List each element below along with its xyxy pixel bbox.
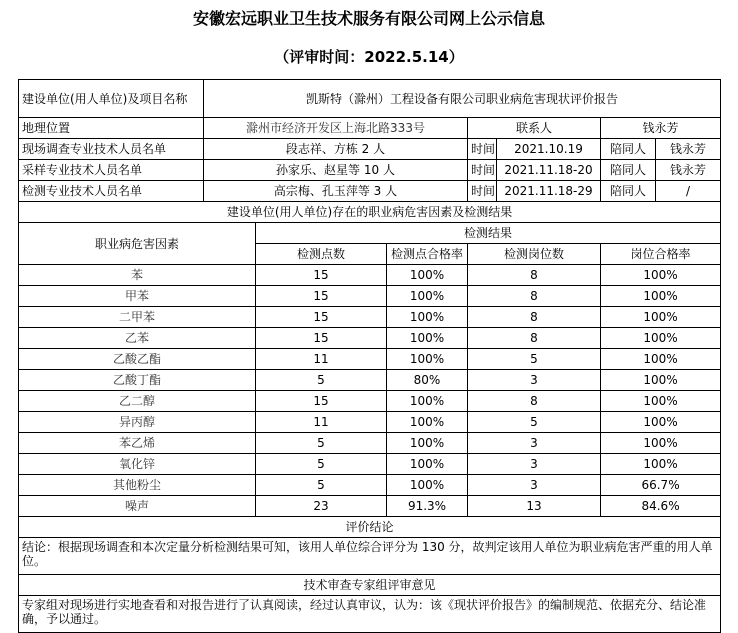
review-title: 技术审查专家组评审意见 — [19, 575, 721, 596]
point-rate-cell: 100% — [387, 286, 468, 307]
posts-cell: 5 — [468, 412, 601, 433]
points-cell: 15 — [256, 328, 387, 349]
posts-cell: 3 — [468, 475, 601, 496]
location-row — [19, 118, 721, 139]
conclusion-title: 评价结论 — [19, 517, 721, 538]
posts-cell: 8 — [468, 265, 601, 286]
table-row — [19, 328, 721, 349]
post-rate-cell: 100% — [601, 412, 721, 433]
testing-time: 2021.11.18-29 — [497, 181, 601, 202]
sampling-accompany: 钱永芳 — [656, 160, 721, 181]
sampling-row — [19, 160, 721, 181]
factor-cell: 其他粉尘 — [19, 475, 256, 496]
point-rate-cell: 100% — [387, 391, 468, 412]
points-cell: 11 — [256, 349, 387, 370]
factor-cell: 乙二醇 — [19, 391, 256, 412]
factor-cell: 乙苯 — [19, 328, 256, 349]
points-cell: 11 — [256, 412, 387, 433]
testing-accompany: / — [656, 181, 721, 202]
survey-accompany-label: 陪同人 — [601, 139, 656, 160]
unit-value: 凯斯特（滁州）工程设备有限公司职业病危害现状评价报告 — [204, 80, 721, 118]
hazard-header-row — [19, 223, 721, 244]
conclusion-title-row — [19, 517, 721, 538]
factor-cell: 噪声 — [19, 496, 256, 517]
points-cell: 5 — [256, 433, 387, 454]
point-rate-cell: 100% — [387, 454, 468, 475]
unit-label: 建设单位(用人单位)及项目名称 — [19, 80, 204, 118]
unit-row — [19, 80, 721, 118]
review-text: 专家组对现场进行实地查看和对报告进行了认真阅读，经过认真审议，认为：该《现状评价报告》的编制规范、依据充分、结论准确，予以通过。 — [19, 596, 721, 633]
post-rate-cell: 100% — [601, 307, 721, 328]
post-rate-cell: 100% — [601, 265, 721, 286]
table-row — [19, 475, 721, 496]
post-rate-cell: 100% — [601, 349, 721, 370]
survey-time: 2021.10.19 — [497, 139, 601, 160]
conclusion-row — [19, 538, 721, 575]
points-cell: 23 — [256, 496, 387, 517]
posts-cell: 3 — [468, 454, 601, 475]
point-rate-cell: 100% — [387, 475, 468, 496]
posts-cell: 8 — [468, 286, 601, 307]
posts-cell: 8 — [468, 307, 601, 328]
post-rate-cell: 100% — [601, 328, 721, 349]
posts-cell: 3 — [468, 433, 601, 454]
post-rate-cell: 100% — [601, 433, 721, 454]
location-label: 地理位置 — [19, 118, 204, 139]
factor-cell: 甲苯 — [19, 286, 256, 307]
survey-accompany: 钱永芳 — [656, 139, 721, 160]
col-post-rate: 岗位合格率 — [601, 244, 721, 265]
results-header: 检测结果 — [256, 223, 721, 244]
survey-row — [19, 139, 721, 160]
points-cell: 5 — [256, 454, 387, 475]
posts-cell: 8 — [468, 328, 601, 349]
hazard-section-title: 建设单位(用人单位)存在的职业病危害因素及检测结果 — [19, 202, 721, 223]
points-cell: 15 — [256, 286, 387, 307]
post-rate-cell: 100% — [601, 286, 721, 307]
point-rate-cell: 80% — [387, 370, 468, 391]
survey-staff: 段志祥、方栋 2 人 — [204, 139, 468, 160]
point-rate-cell: 91.3% — [387, 496, 468, 517]
post-rate-cell: 100% — [601, 370, 721, 391]
testing-label: 检测专业技术人员名单 — [19, 181, 204, 202]
hazard-section-row — [19, 202, 721, 223]
testing-row — [19, 181, 721, 202]
contact-label: 联系人 — [468, 118, 601, 139]
sampling-accompany-label: 陪同人 — [601, 160, 656, 181]
page-title: 安徽宏远职业卫生技术服务有限公司网上公示信息 — [192, 9, 545, 28]
factor-cell: 乙酸丁酯 — [19, 370, 256, 391]
conclusion-text: 结论：根据现场调查和本次定量分析检测结果可知，该用人单位综合评分为 130 分，故判定该用人单位为职业病危害严重的用人单位。 — [19, 538, 721, 575]
table-row — [19, 412, 721, 433]
point-rate-cell: 100% — [387, 265, 468, 286]
sampling-label: 采样专业技术人员名单 — [19, 160, 204, 181]
point-rate-cell: 100% — [387, 412, 468, 433]
post-rate-cell: 84.6% — [601, 496, 721, 517]
table-row — [19, 307, 721, 328]
survey-time-label: 时间 — [468, 139, 497, 160]
location-value: 滁州市经济开发区上海北路333号 — [204, 118, 468, 139]
post-rate-cell: 100% — [601, 454, 721, 475]
contact-value: 钱永芳 — [601, 118, 721, 139]
factor-cell: 氧化锌 — [19, 454, 256, 475]
table-row — [19, 265, 721, 286]
point-rate-cell: 100% — [387, 433, 468, 454]
col-points: 检测点数 — [256, 244, 387, 265]
posts-cell: 13 — [468, 496, 601, 517]
points-cell: 5 — [256, 370, 387, 391]
point-rate-cell: 100% — [387, 328, 468, 349]
posts-cell: 8 — [468, 391, 601, 412]
table-row — [19, 349, 721, 370]
sampling-staff: 孙家乐、赵星等 10 人 — [204, 160, 468, 181]
testing-staff: 高宗梅、孔玉萍等 3 人 — [204, 181, 468, 202]
post-rate-cell: 100% — [601, 391, 721, 412]
points-cell: 15 — [256, 265, 387, 286]
point-rate-cell: 100% — [387, 307, 468, 328]
posts-cell: 3 — [468, 370, 601, 391]
review-date: （评审时间：2022.5.14） — [274, 48, 464, 66]
factor-cell: 乙酸乙酯 — [19, 349, 256, 370]
survey-label: 现场调查专业技术人员名单 — [19, 139, 204, 160]
post-rate-cell: 66.7% — [601, 475, 721, 496]
factor-cell: 苯乙烯 — [19, 433, 256, 454]
factor-cell: 异丙醇 — [19, 412, 256, 433]
sampling-time-label: 时间 — [468, 160, 497, 181]
posts-cell: 5 — [468, 349, 601, 370]
sampling-time: 2021.11.18-20 — [497, 160, 601, 181]
disclosure-table — [18, 79, 721, 633]
table-row — [19, 454, 721, 475]
points-cell: 15 — [256, 307, 387, 328]
table-row — [19, 391, 721, 412]
testing-accompany-label: 陪同人 — [601, 181, 656, 202]
point-rate-cell: 100% — [387, 349, 468, 370]
testing-time-label: 时间 — [468, 181, 497, 202]
points-cell: 15 — [256, 391, 387, 412]
table-row — [19, 286, 721, 307]
factor-cell: 苯 — [19, 265, 256, 286]
table-row — [19, 370, 721, 391]
col-point-rate: 检测点合格率 — [387, 244, 468, 265]
col-posts: 检测岗位数 — [468, 244, 601, 265]
factor-header: 职业病危害因素 — [19, 223, 256, 265]
points-cell: 5 — [256, 475, 387, 496]
table-row — [19, 433, 721, 454]
table-row — [19, 496, 721, 517]
review-title-row — [19, 575, 721, 596]
factor-cell: 二甲苯 — [19, 307, 256, 328]
